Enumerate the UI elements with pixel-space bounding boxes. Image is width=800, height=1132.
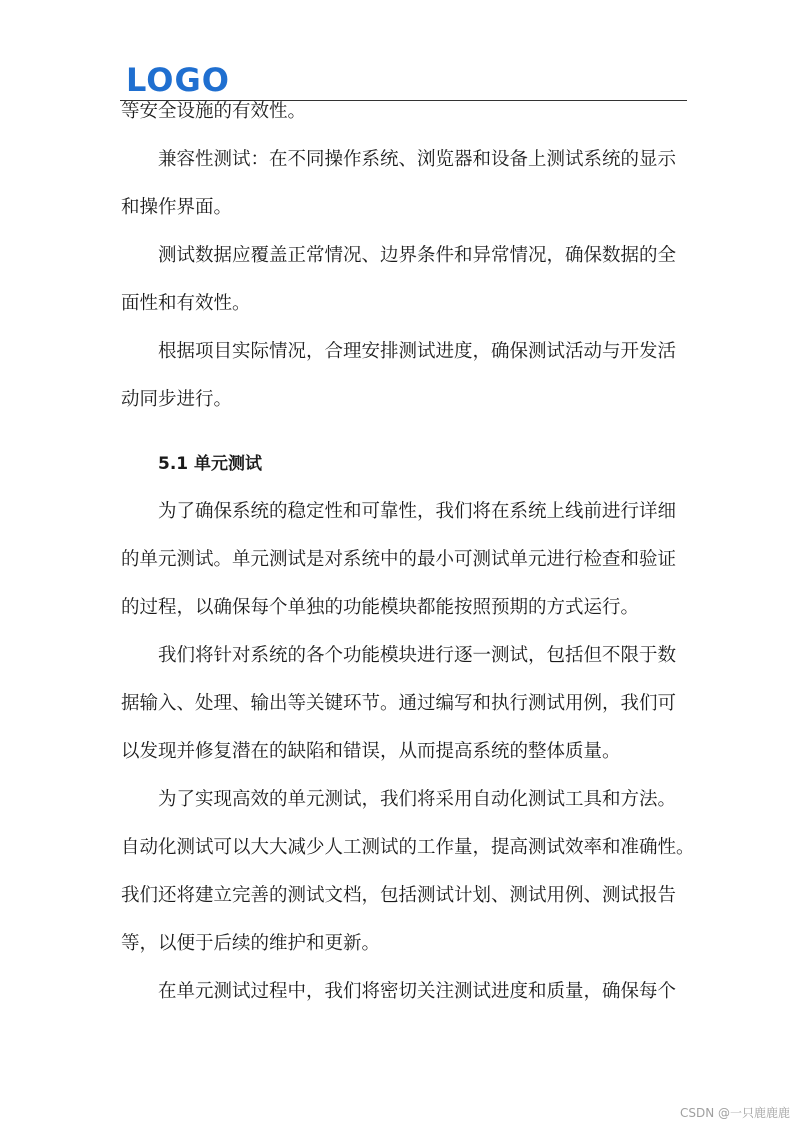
watermark: CSDN @一只鹿鹿鹿: [679, 1106, 790, 1120]
paragraph-line: 为了确保系统的稳定性和可靠性，我们将在系统上线前进行详细: [158, 501, 677, 522]
paragraph-line: 的过程，以确保每个单独的功能模块都能按照预期的方式运行。: [121, 597, 640, 618]
paragraph-line: 我们将针对系统的各个功能模块进行逐一测试，包括但不限于数: [158, 645, 677, 666]
paragraph-line: 自动化测试可以大大减少人工测试的工作量，提高测试效率和准确性。: [121, 837, 695, 858]
paragraph-line: 兼容性测试：在不同操作系统、浏览器和设备上测试系统的显示: [158, 149, 677, 170]
paragraph-line: 以发现并修复潜在的缺陷和错误，从而提高系统的整体质量。: [121, 741, 621, 762]
paragraph-line: 动同步进行。: [121, 389, 233, 410]
logo: LOGO: [126, 61, 230, 99]
paragraph-continuation-line: 等安全设施的有效性。: [121, 101, 307, 122]
document-body: [121, 96, 695, 1008]
paragraph-line: 的单元测试。单元测试是对系统中的最小可测试单元进行检查和验证: [121, 549, 677, 570]
paragraph-line: 根据项目实际情况，合理安排测试进度，确保测试活动与开发活: [158, 341, 677, 362]
paragraph-line: 测试数据应覆盖正常情况、边界条件和异常情况，确保数据的全: [158, 245, 677, 266]
paragraph-line: 和操作界面。: [121, 197, 233, 218]
paragraph-line: 等，以便于后续的维护和更新。: [121, 933, 381, 954]
paragraph-line: 我们还将建立完善的测试文档，包括测试计划、测试用例、测试报告: [121, 885, 677, 906]
paragraph-line: 在单元测试过程中，我们将密切关注测试进度和质量，确保每个: [158, 981, 677, 1002]
section-heading: 5.1 单元测试: [158, 454, 263, 474]
paragraph-line: 为了实现高效的单元测试，我们将采用自动化测试工具和方法。: [158, 789, 677, 810]
paragraph-line: 据输入、处理、输出等关键环节。通过编写和执行测试用例，我们可: [121, 693, 677, 714]
paragraph-line: 面性和有效性。: [121, 293, 251, 314]
